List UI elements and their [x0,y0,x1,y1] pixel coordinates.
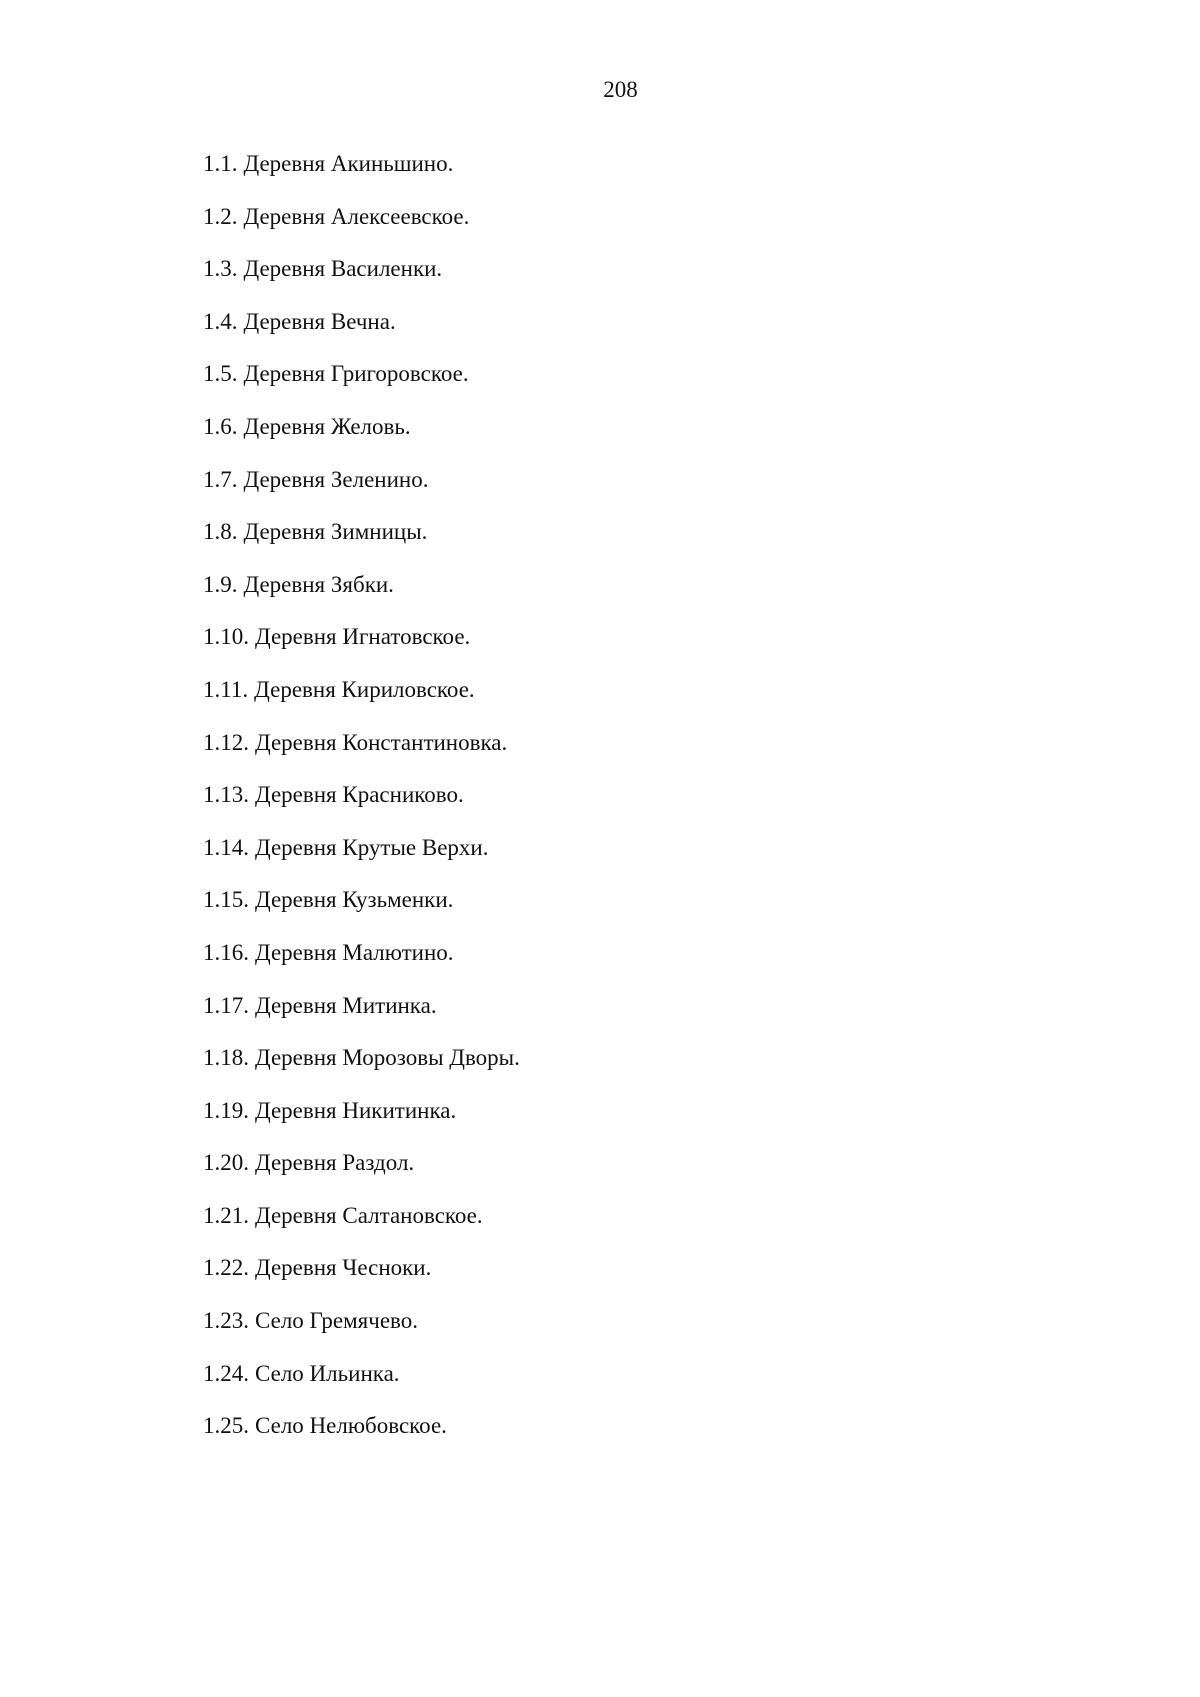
list-item-text: Деревня Зеленино. [243,466,429,492]
list-item-text: Деревня Никитинка. [255,1097,457,1123]
list-item-text: Деревня Игнатовское. [255,624,471,650]
list-item-text: Деревня Красниково. [255,782,464,808]
list-item-text: Деревня Митинка. [255,992,437,1018]
list-item [203,1412,520,1440]
list-item-number: 1.3. [203,256,238,282]
list-item-number: 1.17. [203,992,249,1018]
list-item [203,623,520,651]
list-item [203,1360,520,1388]
list-item-number: 1.13. [203,782,249,808]
list-item-number: 1.1. [203,151,238,176]
list-item-number: 1.21. [203,1202,249,1228]
list-item-text: Деревня Морозовы Дворы. [255,1045,520,1071]
list-item-number: 1.24. [203,1360,249,1386]
list-item-number: 1.15. [203,887,249,913]
list-item [203,1307,520,1335]
list-item-text: Деревня Крутые Верхи. [255,834,489,860]
list-item-number: 1.2. [203,203,238,229]
list-item [203,1149,520,1177]
list-item-text: Деревня Кузьменки. [255,887,454,913]
list-item-text: Деревня Константиновка. [255,729,508,755]
list-item [203,413,520,441]
list-item-text: Деревня Акиньшино. [243,151,454,176]
list-item [203,1097,520,1125]
list-item-number: 1.11. [203,676,249,702]
list-item [203,1202,520,1230]
list-item-number: 1.8. [203,519,238,545]
list-item-number: 1.6. [203,413,238,439]
list-item [203,466,520,494]
list-item [203,360,520,388]
list-item-text: Деревня Григоровское. [243,361,469,387]
page-number: 208 [603,77,638,102]
list-item-number: 1.10. [203,624,249,650]
list-item [203,150,520,178]
list-item-number: 1.20. [203,1150,249,1176]
list-item [203,571,520,599]
list-item-number: 1.4. [203,308,238,334]
settlement-list [203,150,520,1465]
list-item-text: Деревня Кириловское. [254,676,475,702]
list-item-text: Деревня Василенки. [243,256,443,282]
list-item-text: Деревня Зябки. [243,571,394,597]
list-item-text: Село Нелюбовское. [255,1413,447,1439]
list-item [203,939,520,967]
list-item [203,255,520,283]
list-item [203,203,520,231]
list-item-text: Деревня Малютино. [255,939,454,965]
list-item-text: Деревня Вечна. [243,308,396,334]
list-item-number: 1.16. [203,939,249,965]
list-item-number: 1.18. [203,1045,249,1071]
list-item [203,1044,520,1072]
list-item-number: 1.12. [203,729,249,755]
list-item-number: 1.19. [203,1097,249,1123]
list-item-text: Деревня Чесноки. [255,1255,432,1281]
list-item-number: 1.23. [203,1308,249,1334]
list-item-text: Деревня Зимницы. [243,519,428,545]
list-item [203,886,520,914]
list-item [203,1254,520,1282]
list-item-text: Село Гремячево. [255,1308,418,1334]
list-item-number: 1.25. [203,1413,249,1439]
list-item-number: 1.5. [203,361,238,387]
list-item-text: Деревня Алексеевское. [243,203,470,229]
list-item-text: Деревня Раздол. [255,1150,415,1176]
list-item [203,518,520,546]
list-item-text: Деревня Желовь. [243,413,411,439]
list-item-number: 1.22. [203,1255,249,1281]
list-item-number: 1.9. [203,571,238,597]
list-item [203,729,520,757]
list-item-number: 1.7. [203,466,238,492]
list-item-text: Село Ильинка. [255,1360,400,1386]
list-item-number: 1.14. [203,834,249,860]
list-item [203,992,520,1020]
list-item [203,781,520,809]
list-item [203,308,520,336]
list-item-text: Деревня Салтановское. [255,1202,483,1228]
list-item [203,834,520,862]
list-item [203,676,520,704]
